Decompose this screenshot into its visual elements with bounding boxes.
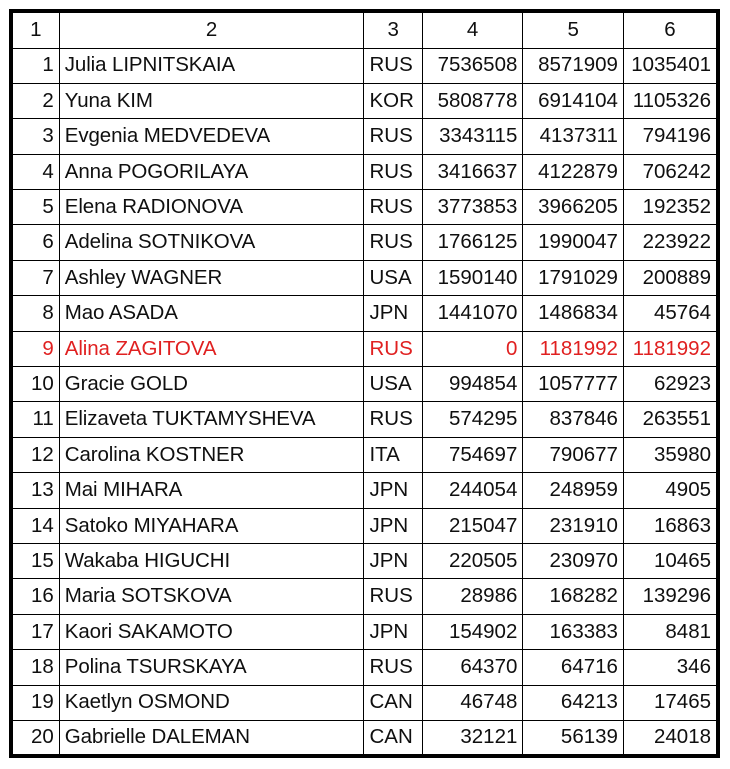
cell-value-4: 7536508: [422, 48, 523, 83]
cell-name: Mai MIHARA: [59, 473, 364, 508]
table-row: [11, 437, 718, 472]
cell-name: Maria SOTSKOVA: [59, 579, 364, 614]
cell-value-6: 139296: [623, 579, 718, 614]
cell-value-6: 1181992: [623, 331, 718, 366]
rankings-table: [9, 9, 720, 758]
cell-rank: 3: [11, 119, 59, 154]
cell-value-6: 17465: [623, 685, 718, 720]
cell-value-5: 168282: [523, 579, 624, 614]
table-row: [11, 685, 718, 720]
table-row: [11, 190, 718, 225]
cell-country: KOR: [364, 83, 422, 118]
cell-value-5: 64716: [523, 650, 624, 685]
cell-country: RUS: [364, 579, 422, 614]
cell-country: RUS: [364, 331, 422, 366]
cell-value-6: 263551: [623, 402, 718, 437]
cell-country: RUS: [364, 225, 422, 260]
column-header-5: 5: [523, 11, 624, 48]
table-row: [11, 508, 718, 543]
cell-value-6: 346: [623, 650, 718, 685]
cell-value-5: 231910: [523, 508, 624, 543]
table-row: [11, 543, 718, 578]
table-row: [11, 225, 718, 260]
column-header-3: 3: [364, 11, 422, 48]
cell-value-4: 1766125: [422, 225, 523, 260]
cell-value-5: 163383: [523, 614, 624, 649]
cell-value-5: 1791029: [523, 260, 624, 295]
cell-value-4: 0: [422, 331, 523, 366]
cell-value-4: 994854: [422, 367, 523, 402]
cell-value-6: 45764: [623, 296, 718, 331]
cell-value-4: 3416637: [422, 154, 523, 189]
table-row: [11, 83, 718, 118]
cell-rank: 2: [11, 83, 59, 118]
cell-country: JPN: [364, 508, 422, 543]
cell-value-5: 4122879: [523, 154, 624, 189]
cell-country: JPN: [364, 473, 422, 508]
cell-rank: 14: [11, 508, 59, 543]
cell-rank: 16: [11, 579, 59, 614]
cell-value-6: 24018: [623, 720, 718, 756]
cell-value-5: 6914104: [523, 83, 624, 118]
cell-rank: 17: [11, 614, 59, 649]
cell-rank: 15: [11, 543, 59, 578]
table-row: [11, 579, 718, 614]
cell-value-4: 64370: [422, 650, 523, 685]
cell-name: Wakaba HIGUCHI: [59, 543, 364, 578]
cell-name: Ashley WAGNER: [59, 260, 364, 295]
cell-value-5: 1990047: [523, 225, 624, 260]
cell-value-6: 794196: [623, 119, 718, 154]
table-row: [11, 296, 718, 331]
cell-value-4: 1441070: [422, 296, 523, 331]
cell-rank: 20: [11, 720, 59, 756]
cell-value-5: 1486834: [523, 296, 624, 331]
table-row: [11, 154, 718, 189]
cell-country: JPN: [364, 543, 422, 578]
table-row: [11, 367, 718, 402]
cell-value-5: 64213: [523, 685, 624, 720]
table-row: [11, 331, 718, 366]
table-row: [11, 402, 718, 437]
cell-rank: 19: [11, 685, 59, 720]
table-row: [11, 473, 718, 508]
cell-value-4: 244054: [422, 473, 523, 508]
cell-rank: 12: [11, 437, 59, 472]
cell-name: Kaori SAKAMOTO: [59, 614, 364, 649]
cell-value-4: 574295: [422, 402, 523, 437]
cell-value-6: 16863: [623, 508, 718, 543]
table-header-row: [11, 11, 718, 48]
cell-rank: 9: [11, 331, 59, 366]
cell-country: JPN: [364, 614, 422, 649]
cell-country: RUS: [364, 119, 422, 154]
cell-name: Polina TSURSKAYA: [59, 650, 364, 685]
rankings-table-container: [9, 9, 720, 758]
cell-value-4: 5808778: [422, 83, 523, 118]
cell-rank: 10: [11, 367, 59, 402]
cell-country: RUS: [364, 650, 422, 685]
cell-value-4: 46748: [422, 685, 523, 720]
column-header-6: 6: [623, 11, 718, 48]
cell-name: Alina ZAGITOVA: [59, 331, 364, 366]
cell-country: USA: [364, 260, 422, 295]
cell-name: Julia LIPNITSKAIA: [59, 48, 364, 83]
cell-value-4: 3773853: [422, 190, 523, 225]
cell-value-5: 1181992: [523, 331, 624, 366]
cell-rank: 6: [11, 225, 59, 260]
table-row: [11, 48, 718, 83]
column-header-2: 2: [59, 11, 364, 48]
table-row: [11, 614, 718, 649]
cell-value-6: 200889: [623, 260, 718, 295]
cell-name: Carolina KOSTNER: [59, 437, 364, 472]
cell-value-5: 8571909: [523, 48, 624, 83]
cell-value-6: 4905: [623, 473, 718, 508]
cell-rank: 7: [11, 260, 59, 295]
cell-value-6: 706242: [623, 154, 718, 189]
cell-country: RUS: [364, 154, 422, 189]
cell-rank: 13: [11, 473, 59, 508]
cell-value-5: 837846: [523, 402, 624, 437]
cell-value-6: 223922: [623, 225, 718, 260]
cell-rank: 4: [11, 154, 59, 189]
cell-value-6: 1105326: [623, 83, 718, 118]
cell-value-5: 790677: [523, 437, 624, 472]
cell-country: USA: [364, 367, 422, 402]
cell-value-5: 1057777: [523, 367, 624, 402]
cell-value-6: 192352: [623, 190, 718, 225]
cell-value-6: 35980: [623, 437, 718, 472]
column-header-1: 1: [11, 11, 59, 48]
cell-name: Elena RADIONOVA: [59, 190, 364, 225]
cell-name: Adelina SOTNIKOVA: [59, 225, 364, 260]
cell-value-5: 230970: [523, 543, 624, 578]
cell-value-5: 56139: [523, 720, 624, 756]
cell-country: RUS: [364, 48, 422, 83]
cell-country: RUS: [364, 402, 422, 437]
cell-country: CAN: [364, 720, 422, 756]
cell-name: Satoko MIYAHARA: [59, 508, 364, 543]
cell-value-4: 154902: [422, 614, 523, 649]
table-row: [11, 650, 718, 685]
cell-name: Gabrielle DALEMAN: [59, 720, 364, 756]
cell-value-6: 62923: [623, 367, 718, 402]
cell-value-6: 8481: [623, 614, 718, 649]
cell-name: Anna POGORILAYA: [59, 154, 364, 189]
cell-rank: 18: [11, 650, 59, 685]
column-header-4: 4: [422, 11, 523, 48]
cell-name: Kaetlyn OSMOND: [59, 685, 364, 720]
cell-value-5: 248959: [523, 473, 624, 508]
cell-value-4: 32121: [422, 720, 523, 756]
cell-name: Gracie GOLD: [59, 367, 364, 402]
cell-country: ITA: [364, 437, 422, 472]
cell-rank: 8: [11, 296, 59, 331]
cell-country: RUS: [364, 190, 422, 225]
cell-name: Yuna KIM: [59, 83, 364, 118]
cell-value-4: 215047: [422, 508, 523, 543]
cell-rank: 5: [11, 190, 59, 225]
cell-name: Evgenia MEDVEDEVA: [59, 119, 364, 154]
cell-rank: 11: [11, 402, 59, 437]
cell-country: JPN: [364, 296, 422, 331]
cell-value-5: 4137311: [523, 119, 624, 154]
cell-rank: 1: [11, 48, 59, 83]
table-row: [11, 720, 718, 756]
cell-name: Mao ASADA: [59, 296, 364, 331]
cell-value-4: 28986: [422, 579, 523, 614]
cell-name: Elizaveta TUKTAMYSHEVA: [59, 402, 364, 437]
table-body: [11, 48, 718, 756]
cell-country: CAN: [364, 685, 422, 720]
cell-value-4: 3343115: [422, 119, 523, 154]
cell-value-4: 220505: [422, 543, 523, 578]
table-row: [11, 119, 718, 154]
cell-value-4: 1590140: [422, 260, 523, 295]
cell-value-5: 3966205: [523, 190, 624, 225]
cell-value-6: 10465: [623, 543, 718, 578]
cell-value-4: 754697: [422, 437, 523, 472]
cell-value-6: 1035401: [623, 48, 718, 83]
table-row: [11, 260, 718, 295]
table-header: [11, 11, 718, 48]
